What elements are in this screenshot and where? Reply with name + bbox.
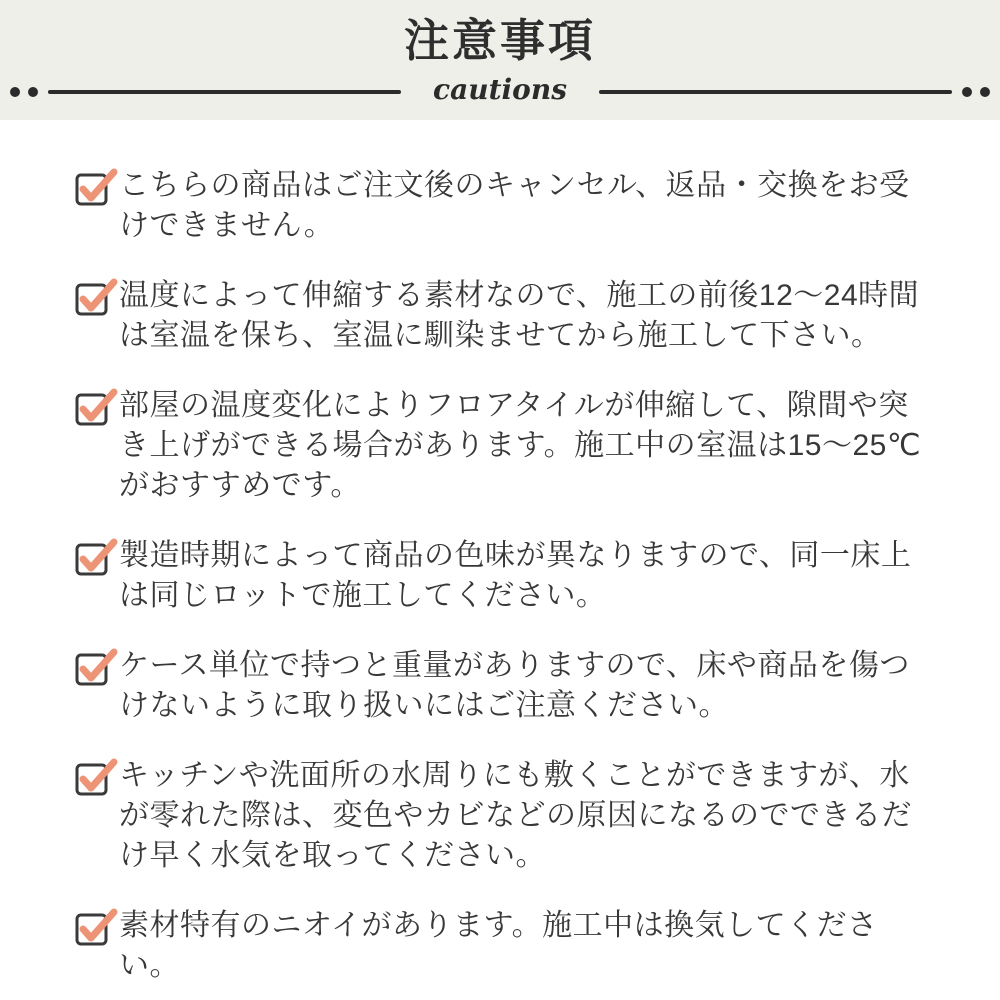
- caution-text: 製造時期によって商品の色味が異なりますので、同一床上は同じロットで施工してください。: [119, 539, 912, 612]
- list-item: [74, 166, 938, 246]
- caution-text: こちらの商品はご注文後のキャンセル、返品・交換をお受けできません。: [119, 169, 910, 242]
- divider-dot-left-1: [10, 87, 20, 97]
- caution-text: 部屋の温度変化によりフロアタイルが伸縮して、隙間や突き上げができる場合があります。施工中の室温は15〜25℃がおすすめです。: [119, 389, 922, 502]
- divider-line-left: [48, 90, 401, 94]
- caution-text: キッチンや洗面所の水周りにも敷くことができますが、水が零れた際は、変色やカビなどの原因になるのでできるだけ早く水気を取ってください。: [119, 759, 912, 872]
- checkbox-check-icon: [74, 386, 119, 428]
- list-item: [74, 386, 938, 506]
- divider-dot-left-2: [28, 87, 38, 97]
- list-item: [74, 646, 938, 726]
- checkbox-check-icon: [74, 276, 119, 318]
- divider-dot-right-2: [980, 87, 990, 97]
- checkbox-check-icon: [74, 756, 119, 798]
- list-item: [74, 536, 938, 616]
- caution-text: 素材特有のニオイがあります。施工中は換気してください。: [119, 909, 878, 982]
- list-item: [74, 756, 938, 876]
- cautions-header: [0, 0, 1000, 120]
- header-divider: [0, 73, 1000, 108]
- divider-line-right: [599, 90, 952, 94]
- list-item: [74, 276, 938, 356]
- checkbox-check-icon: [74, 536, 119, 578]
- checkbox-check-icon: [74, 906, 119, 948]
- checkbox-check-icon: [74, 166, 119, 208]
- page-title: 注意事項: [403, 15, 596, 66]
- caution-text: ケース単位で持つと重量がありますので、床や商品を傷つけないように取り扱いにはご注意ください。: [119, 649, 910, 722]
- subtitle-cautions: cautions: [433, 73, 567, 106]
- checkbox-check-icon: [74, 646, 119, 688]
- caution-text: 温度によって伸縮する素材なので、施工の前後12〜24時間は室温を保ち、室温に馴染ませてから施工して下さい。: [119, 279, 920, 352]
- cautions-list: [0, 120, 1000, 986]
- divider-dot-right-1: [962, 87, 972, 97]
- list-item: [74, 906, 938, 986]
